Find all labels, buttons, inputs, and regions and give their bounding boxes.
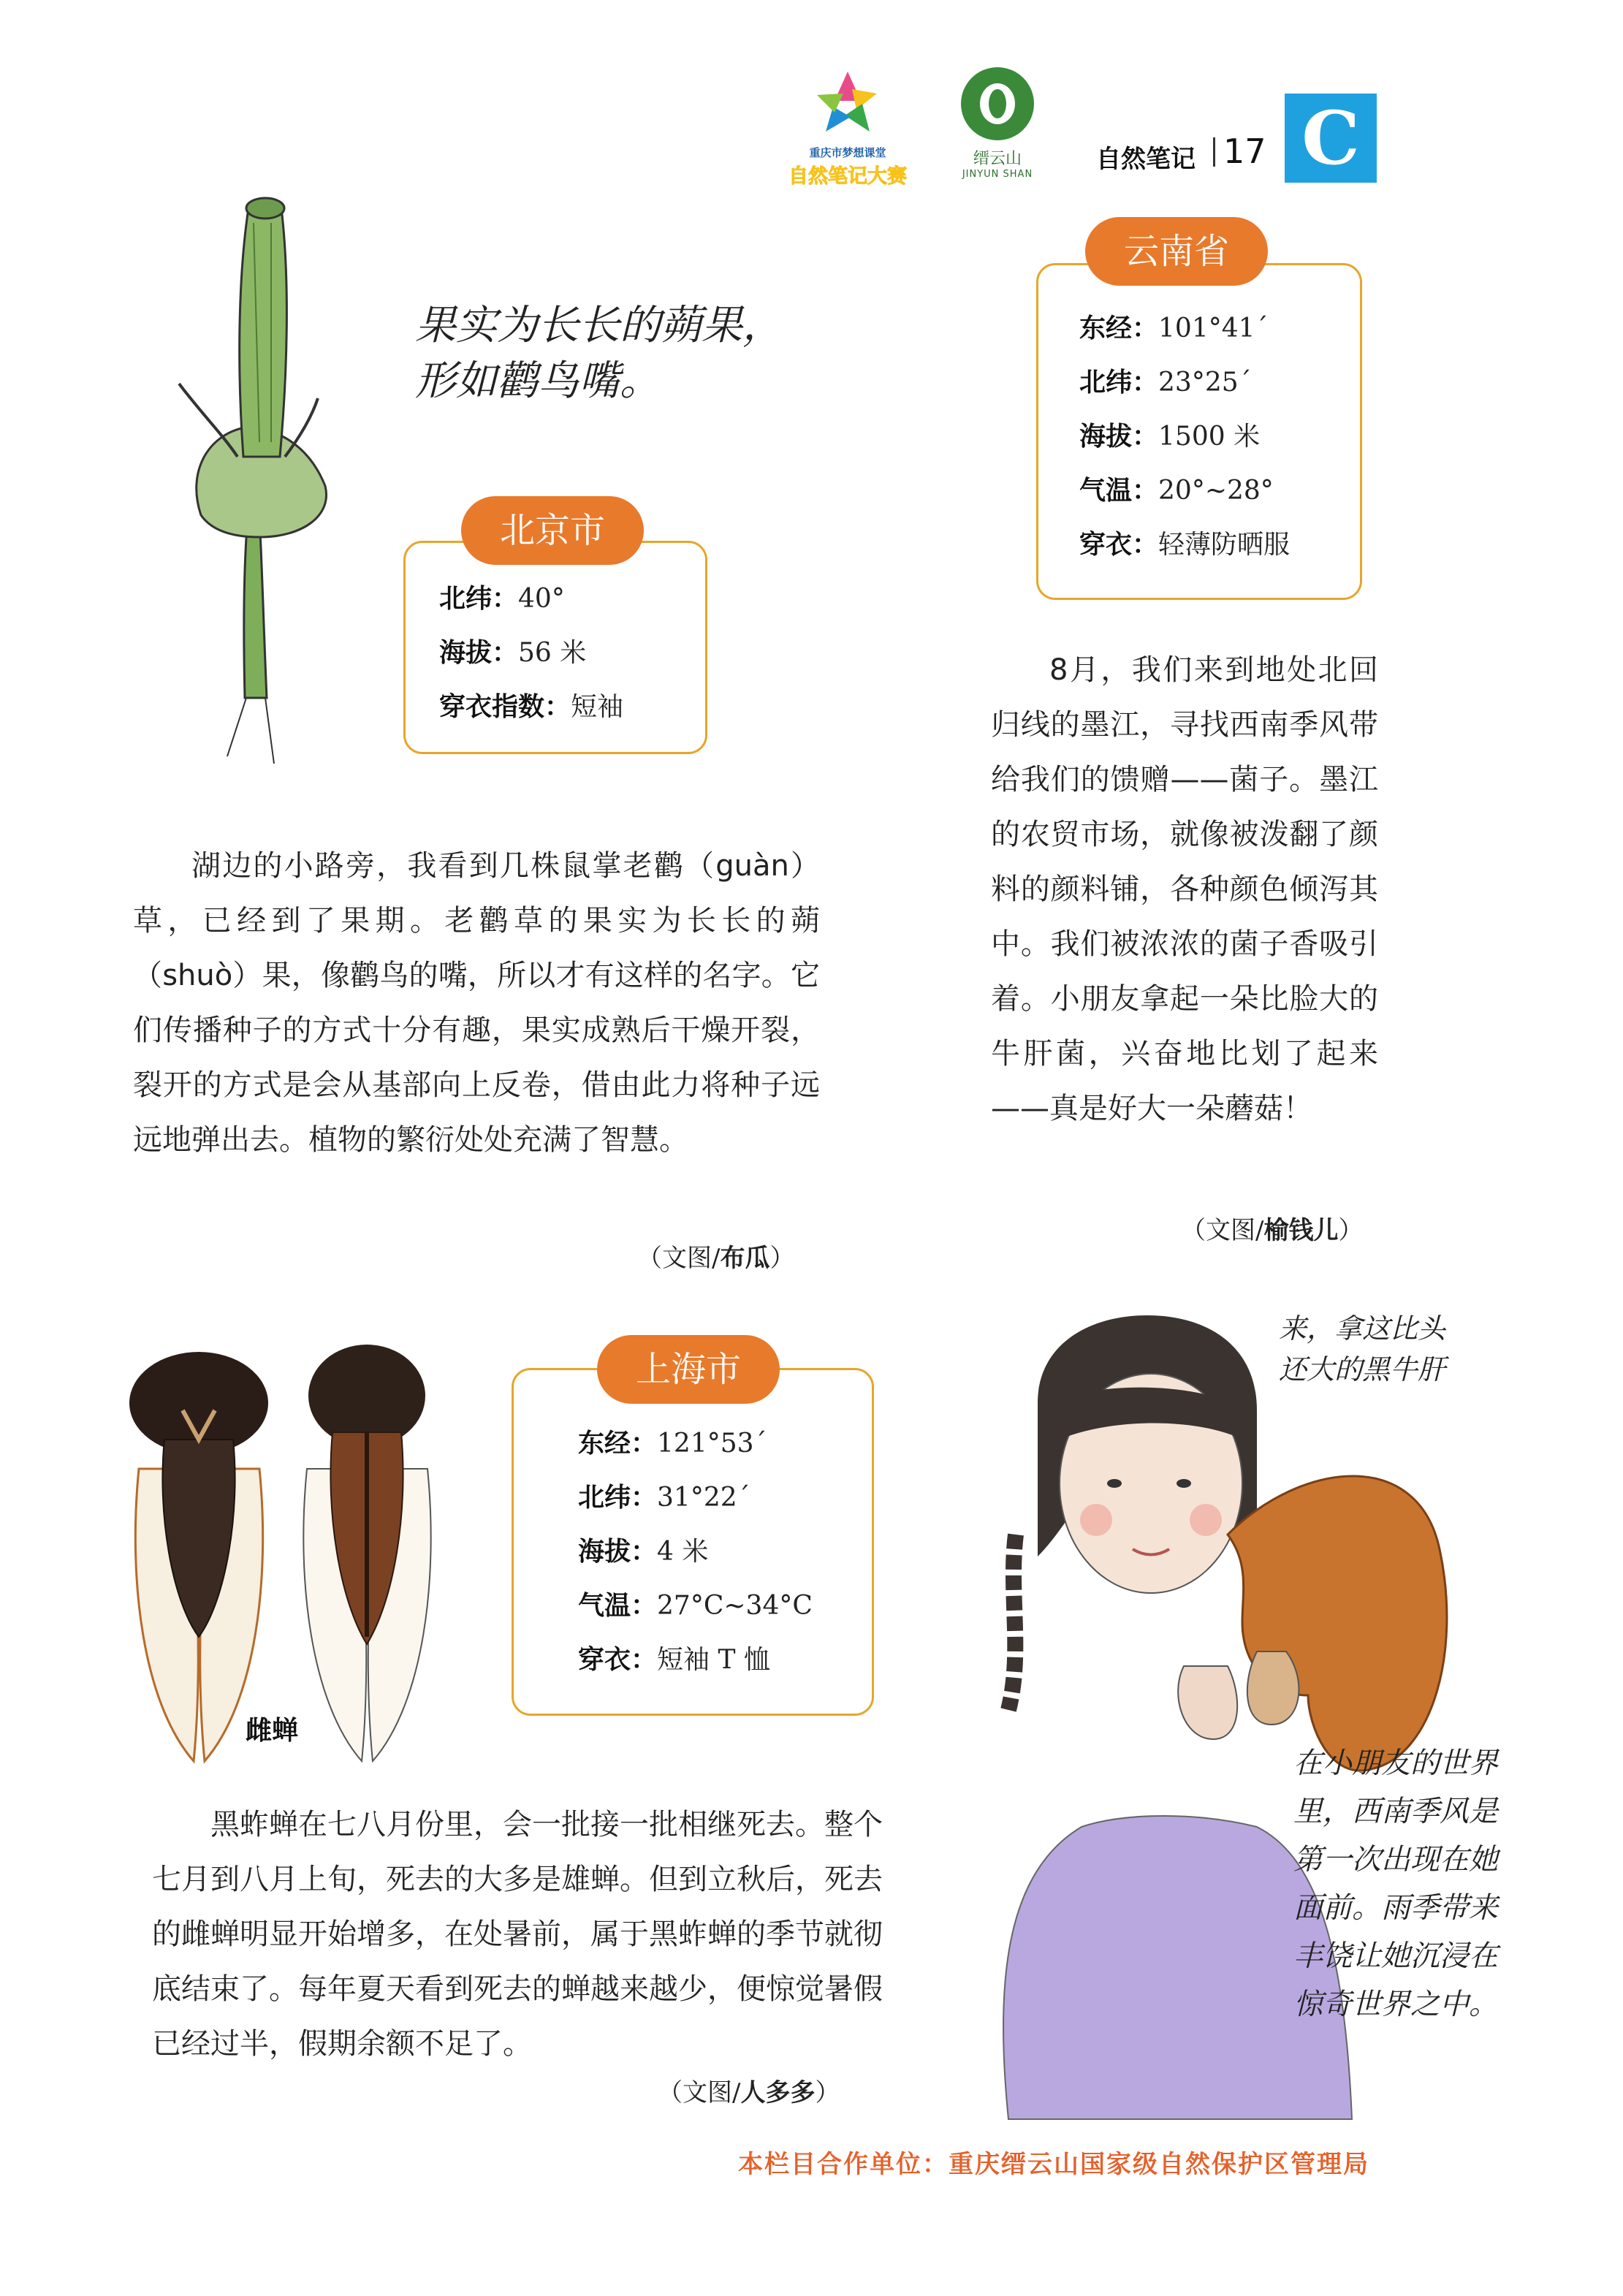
pinwheel-icon — [775, 64, 921, 145]
card-row-temperature: 气温：27°C~34°C — [578, 1591, 813, 1621]
shanghai-paragraph: 黑蚱蝉在七八月份里，会一批接一批相继死去。整个七月到八月上旬，死去的大多是雄蝉。但到立秋后，死去的雌蝉明显开始增多，在处暑前，属于黑蚱蝉的季节就彻底结束了。每年夏天看到死去的蝉越来越少，便惊觉暑假已经过半，假期余额不足了。 — [152, 1808, 883, 2061]
card-row-altitude: 海拔：56 米 — [439, 638, 587, 668]
section-letter-badge: C — [1285, 94, 1377, 183]
yunnan-credit: （文图/榆钱儿） — [1181, 1216, 1364, 1245]
header-divider — [1213, 137, 1215, 167]
yunnan-handwritten-top: 来，拿这比头 还大的黑牛肝 — [1279, 1312, 1446, 1385]
dream-logo-line1: 重庆市梦想课堂 — [809, 146, 886, 159]
section-title: 自然笔记 — [1096, 145, 1196, 174]
card-row-latitude: 北纬：23°25´ — [1079, 368, 1252, 398]
card-row-clothing: 穿衣：轻薄防晒服 — [1079, 530, 1291, 560]
beijing-paragraph: 湖边的小路旁，我看到几株鼠掌老鹳（guàn）草，已经到了果期。老鹳草的果实为长长的蒴（shuò）果，像鹳鸟的嘴，所以才有这样的名字。它们传播种子的方式十分有趣，果实成熟后干燥开裂，裂开的方式是会从基部向上反卷，借由此力将种子远远地弹出去。植物的繁衍处处充满了智慧。 — [133, 849, 820, 1157]
card-row-altitude: 海拔：1500 米 — [1079, 422, 1261, 452]
cicada-illustration — [113, 1323, 449, 1776]
beijing-credit: （文图/布瓜） — [637, 1244, 795, 1273]
beijing-info-card — [403, 510, 707, 754]
beijing-handwritten-note: 果实为长长的蒴果， 形如鹳鸟嘴。 — [415, 302, 783, 405]
card-row-temperature: 气温：20°~28° — [1079, 476, 1274, 506]
jinyun-shan-logo — [957, 67, 1038, 184]
leaf-icon — [961, 67, 1034, 140]
yunnan-card-title: 云南省 — [1085, 217, 1268, 286]
shanghai-info-card — [512, 1349, 874, 1716]
yunnan-info-card — [1036, 231, 1362, 600]
dream-classroom-logo — [775, 64, 921, 188]
card-row-clothing: 穿衣：短袖 T 恤 — [578, 1645, 770, 1675]
dream-logo-line2: 自然笔记大赛 — [788, 165, 907, 188]
jinyun-logo-cn: 缙云山 — [973, 150, 1022, 168]
card-row-longitude: 东经：121°53´ — [578, 1429, 767, 1459]
cicada-label: 雌蝉 — [246, 1716, 299, 1746]
shanghai-card-rows — [578, 1417, 813, 1687]
shanghai-credit: （文图/人多多） — [658, 2078, 840, 2107]
card-row-clothing: 穿衣指数：短袖 — [439, 692, 624, 722]
shanghai-card-title: 上海市 — [597, 1335, 780, 1404]
card-row-longitude: 东经：101°41´ — [1079, 313, 1269, 343]
beijing-card-rows — [439, 572, 623, 734]
jinyun-logo-en: JINYUN SHAN — [962, 169, 1033, 180]
card-row-latitude: 北纬：31°22´ — [578, 1483, 750, 1513]
page-number: 17 — [1223, 132, 1266, 171]
yunnan-paragraph: 8月，我们来到地处北回归线的墨江，寻找西南季风带给我们的馈赠——菌子。墨江的农贸市场，就像被泼翻了颜料的颜料铺，各种颜色倾泻其中。我们被浓浓的菌子香吸引着。小朋友拿起一朵比脸大的牛肝菌，兴奋地比划了起来——真是好大一朵蘑菇！ — [991, 653, 1378, 1125]
partner-footer: 本栏目合作单位：重庆缙云山国家级自然保护区管理局 — [738, 2150, 1369, 2179]
card-row-latitude: 北纬：40° — [439, 584, 565, 614]
geranium-fruit-illustration — [157, 194, 376, 786]
yunnan-handwritten-side: 在小朋友的世界里，西南季风是第一次出现在她面前。雨季带来丰饶让她沉浸在惊奇世界之中。 — [1293, 1746, 1498, 2021]
yunnan-card-rows — [1079, 302, 1290, 572]
beijing-card-title: 北京市 — [461, 496, 644, 565]
card-row-altitude: 海拔：4 米 — [578, 1537, 709, 1567]
